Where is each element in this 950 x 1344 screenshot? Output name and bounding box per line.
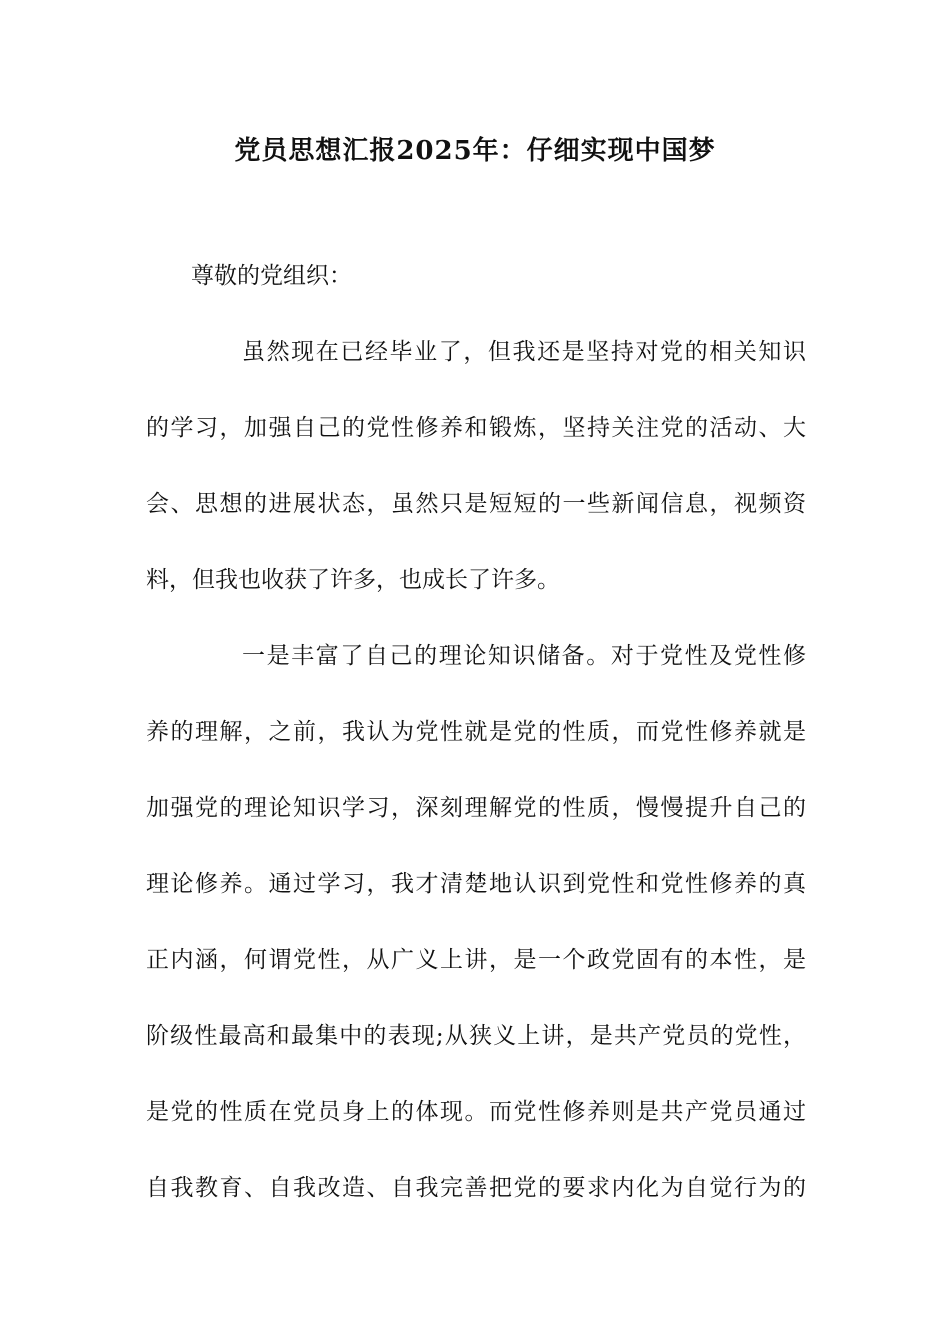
paragraph-line: 阶级性最高和最集中的表现;从狭义上讲，是共产党员的党性， [146, 1023, 806, 1049]
paragraph-line: 一是丰富了自己的理论知识储备。对于党性及党性修 [242, 643, 806, 669]
paragraph-line: 理论修养。通过学习，我才清楚地认识到党性和党性修养的真 [146, 871, 806, 897]
paragraph-line: 自我教育、自我改造、自我完善把党的要求内化为自觉行为的 [146, 1175, 806, 1201]
paragraph-line: 正内涵，何谓党性，从广义上讲，是一个政党固有的本性，是 [146, 947, 806, 973]
document-title: 党员思想汇报2025年：仔细实现中国梦 [234, 136, 716, 166]
paragraph-line: 的学习，加强自己的党性修养和锻炼，坚持关注党的活动、大 [146, 415, 806, 441]
paragraph-line: 是党的性质在党员身上的体现。而党性修养则是共产党员通过 [146, 1099, 806, 1125]
paragraph-line: 料，但我也收获了许多，也成长了许多。 [146, 567, 560, 593]
salutation: 尊敬的党组织： [191, 263, 352, 289]
paragraph-line: 虽然现在已经毕业了，但我还是坚持对党的相关知识 [242, 339, 806, 365]
paragraph-line: 加强党的理论知识学习，深刻理解党的性质，慢慢提升自己的 [146, 795, 806, 821]
paragraph-line: 养的理解，之前，我认为党性就是党的性质，而党性修养就是 [146, 719, 806, 745]
paragraph-line: 会、思想的进展状态，虽然只是短短的一些新闻信息，视频资 [146, 491, 806, 517]
